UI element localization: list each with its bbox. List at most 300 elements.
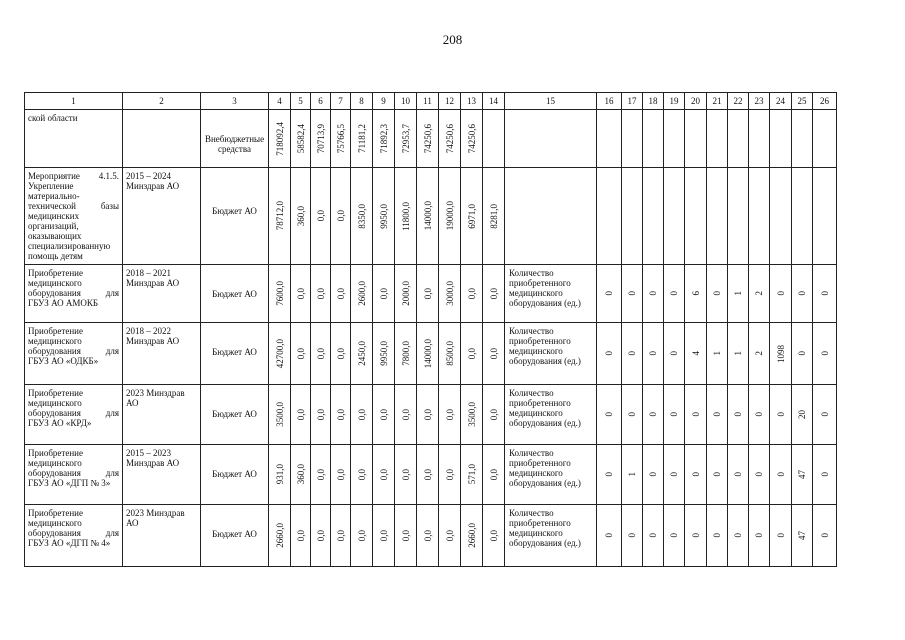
amount-value: 0,0: [488, 347, 499, 360]
indicator-value-cell: [749, 265, 770, 323]
amount-value: 0,0: [422, 468, 433, 481]
indicator-value: 47: [797, 470, 807, 479]
amount-value: 0,0: [335, 529, 346, 542]
funding-source-cell: [201, 323, 269, 385]
amount-value: 42700,0: [274, 338, 285, 369]
period-executor-cell: 2023 Минздрав АО: [123, 385, 201, 445]
amount-value: 0,0: [488, 408, 499, 421]
indicator-value-cell: [813, 265, 837, 323]
amount-value: 0,0: [444, 468, 455, 481]
amount-cell: [269, 323, 291, 385]
header-cell-5: 5: [291, 93, 311, 110]
amount-value: 0,0: [315, 529, 326, 542]
header-cell-26: 26: [813, 93, 837, 110]
amount-value: 0,0: [315, 468, 326, 481]
indicator-value: 0: [604, 472, 614, 477]
amount-cell: [417, 265, 439, 323]
indicator-value: 2: [754, 351, 764, 356]
indicator-value: 0: [648, 351, 658, 356]
amount-cell: [331, 445, 351, 505]
header-cell-18: 18: [643, 93, 664, 110]
amount-value: 0,0: [295, 347, 306, 360]
header-cell-11: 11: [417, 93, 439, 110]
header-cell-25: 25: [792, 93, 813, 110]
funding-source-text: Бюджет АО: [212, 529, 257, 539]
header-cell-24: 24: [770, 93, 792, 110]
amount-cell: [373, 168, 395, 265]
indicator-value-cell: [707, 505, 728, 567]
period-executor-cell: 2018 – 2021 Минздрав АО: [123, 265, 201, 323]
indicator-value: 0: [648, 533, 658, 538]
indicator-value-cell: [749, 505, 770, 567]
amount-cell: [291, 323, 311, 385]
indicator-value-cell: [728, 505, 749, 567]
indicator-value: 0: [669, 472, 679, 477]
amount-cell: [395, 265, 417, 323]
amount-cell: [483, 110, 505, 168]
indicator-value: 1: [733, 291, 743, 296]
header-cell-13: 13: [461, 93, 483, 110]
amount-value: 0,0: [295, 529, 306, 542]
indicator-value: 0: [690, 412, 701, 417]
indicator-value: 0: [775, 472, 786, 477]
amount-value: 2600,0: [356, 281, 367, 306]
amount-value: 0,0: [444, 408, 455, 421]
indicator-value-cell: [770, 168, 792, 265]
indicator-value-cell: [728, 323, 749, 385]
indicator-value-cell: [813, 445, 837, 505]
amount-cell: [439, 168, 461, 265]
indicator-value: 0: [819, 533, 830, 538]
indicator-value-cell: [685, 265, 707, 323]
amount-value: 0,0: [356, 529, 367, 542]
indicator-value-cell: [643, 385, 664, 445]
indicator-value: 0: [648, 472, 658, 477]
amount-cell: [311, 445, 331, 505]
funding-source-text: Бюджет АО: [212, 289, 257, 299]
table-row: [25, 265, 837, 323]
indicator-value: 0: [754, 472, 764, 477]
indicator-value: 0: [690, 533, 701, 538]
amount-value: 6971,0: [466, 203, 477, 229]
indicator-value: 0: [819, 472, 830, 477]
amount-value: 0,0: [356, 468, 367, 481]
header-cell-12: 12: [439, 93, 461, 110]
header-cell-4: 4: [269, 93, 291, 110]
header-cell-2: 2: [123, 93, 201, 110]
indicator-value-cell: [707, 385, 728, 445]
indicator-value-cell: [622, 110, 643, 168]
amount-value: 2000,0: [400, 281, 411, 306]
funding-source-text: Бюджет АО: [212, 347, 257, 357]
amount-cell: [351, 110, 373, 168]
header-cell-9: 9: [373, 93, 395, 110]
indicator-value: 0: [819, 412, 830, 417]
indicator-value-cell: [685, 385, 707, 445]
amount-value: 0,0: [315, 210, 326, 222]
indicator-value: 0: [712, 472, 722, 477]
indicator-cell: Количество приобретенного медицинского оборудования (ед.): [505, 445, 597, 505]
indicator-value-cell: [707, 323, 728, 385]
indicator-cell: Количество приобретенного медицинского оборудования (ед.): [505, 265, 597, 323]
header-cell-6: 6: [311, 93, 331, 110]
activity-name-cell: Приобретение медицинского оборудования для ГБУЗ АО «ДГП № 3»: [25, 445, 123, 505]
period-executor-cell: 2018 – 2022 Минздрав АО: [123, 323, 201, 385]
indicator-value: 0: [733, 533, 743, 538]
amount-value: 2450,0: [356, 341, 367, 366]
amount-cell: [331, 265, 351, 323]
amount-value: 3500,0: [466, 402, 477, 427]
indicator-value: 0: [712, 533, 722, 538]
indicator-cell: [505, 110, 597, 168]
amount-value: 571,0: [466, 464, 477, 485]
header-cell-14: 14: [483, 93, 505, 110]
page-number: 208: [442, 32, 463, 47]
indicator-value-cell: [597, 110, 622, 168]
amount-cell: [395, 445, 417, 505]
amount-cell: [311, 110, 331, 168]
header-cell-15: 15: [505, 93, 597, 110]
amount-cell: [395, 168, 417, 265]
amount-cell: [483, 505, 505, 567]
indicator-value-cell: [643, 265, 664, 323]
indicator-value-cell: [597, 385, 622, 445]
indicator-value-cell: [792, 505, 813, 567]
amount-value: 7800,0: [400, 341, 411, 366]
amount-cell: [351, 505, 373, 567]
indicator-value-cell: [597, 168, 622, 265]
indicator-value: 0: [669, 412, 679, 417]
indicator-value-cell: [707, 110, 728, 168]
indicator-value-cell: [685, 323, 707, 385]
amount-value: 72953,7: [400, 123, 411, 154]
amount-cell: [351, 445, 373, 505]
indicator-value: 0: [669, 351, 679, 356]
activity-name-cell: Приобретение медицинского оборудования для ГБУЗ АО «ОДКБ»: [25, 323, 123, 385]
amount-value: 0,0: [400, 408, 411, 421]
amount-value: 8350,0: [356, 203, 367, 229]
indicator-value: 0: [797, 291, 807, 296]
funding-source-cell: [201, 445, 269, 505]
amount-cell: [483, 445, 505, 505]
amount-value: 360,0: [295, 464, 306, 485]
amount-value: 0,0: [466, 287, 477, 300]
amount-cell: [461, 265, 483, 323]
indicator-value: 6: [690, 291, 701, 296]
indicator-value-cell: [707, 445, 728, 505]
amount-value: 3000,0: [444, 281, 455, 306]
amount-value: 0,0: [335, 408, 346, 421]
amount-value: 8500,0: [444, 341, 455, 366]
amount-cell: [417, 385, 439, 445]
indicator-value-cell: [643, 168, 664, 265]
period-executor-cell: 2023 Минздрав АО: [123, 505, 201, 567]
indicator-value: 0: [604, 412, 614, 417]
indicator-value-cell: [813, 505, 837, 567]
indicator-value: 0: [754, 533, 764, 538]
amount-cell: [461, 323, 483, 385]
indicator-value: 0: [648, 412, 658, 417]
amount-value: 0,0: [378, 408, 389, 421]
funding-source-cell: [201, 168, 269, 265]
amount-value: 0,0: [295, 408, 306, 421]
indicator-value-cell: [749, 323, 770, 385]
indicator-value: 0: [733, 412, 743, 417]
amount-value: 0,0: [488, 468, 499, 481]
indicator-value-cell: [597, 445, 622, 505]
period-executor-cell: 2015 – 2023 Минздрав АО: [123, 445, 201, 505]
header-cell-7: 7: [331, 93, 351, 110]
indicator-value-cell: [622, 505, 643, 567]
indicator-value-cell: [707, 265, 728, 323]
amount-value: 70713,9: [315, 123, 326, 154]
indicator-value-cell: [792, 445, 813, 505]
amount-cell: [311, 323, 331, 385]
indicator-value-cell: [749, 110, 770, 168]
amount-value: 74250,6: [422, 123, 433, 154]
period-executor-cell: [123, 110, 201, 168]
amount-cell: [373, 323, 395, 385]
amount-value: 0,0: [295, 287, 306, 300]
indicator-value-cell: [728, 168, 749, 265]
amount-cell: [331, 168, 351, 265]
indicator-value: 0: [754, 412, 764, 417]
indicator-value-cell: [597, 265, 622, 323]
amount-cell: [291, 265, 311, 323]
amount-cell: [351, 168, 373, 265]
amount-value: 0,0: [422, 408, 433, 421]
indicator-value-cell: [622, 265, 643, 323]
amount-value: 58582,4: [295, 123, 306, 154]
amount-value: 0,0: [335, 210, 346, 222]
indicator-value-cell: [770, 445, 792, 505]
table-row: [25, 505, 837, 567]
amount-cell: [461, 110, 483, 168]
indicator-value-cell: [728, 265, 749, 323]
amount-value: 9950,0: [378, 203, 389, 229]
funding-source-text: Бюджет АО: [212, 409, 257, 419]
indicator-value-cell: [643, 323, 664, 385]
indicator-value-cell: [597, 323, 622, 385]
amount-cell: [331, 323, 351, 385]
amount-cell: [331, 110, 351, 168]
amount-cell: [269, 505, 291, 567]
indicator-value: 0: [690, 472, 701, 477]
indicator-value-cell: [749, 385, 770, 445]
amount-cell: [461, 385, 483, 445]
indicator-value-cell: [685, 445, 707, 505]
amount-cell: [269, 110, 291, 168]
amount-value: 11800,0: [400, 201, 411, 231]
amount-cell: [439, 265, 461, 323]
table-row: [25, 110, 837, 168]
indicator-value: 0: [775, 291, 786, 296]
amount-value: 8281,0: [488, 203, 499, 229]
header-cell-23: 23: [749, 93, 770, 110]
amount-cell: [311, 505, 331, 567]
funding-source-cell: [201, 385, 269, 445]
amount-cell: [461, 168, 483, 265]
amount-cell: [373, 110, 395, 168]
amount-value: 14000,0: [422, 201, 433, 231]
indicator-value-cell: [813, 385, 837, 445]
funding-source-text: Бюджет АО: [212, 469, 257, 479]
indicator-value-cell: [664, 445, 685, 505]
amount-value: 0,0: [315, 347, 326, 360]
table-row: [25, 323, 837, 385]
indicator-value: 4: [690, 351, 701, 356]
amount-cell: [483, 265, 505, 323]
indicator-value: 0: [604, 291, 614, 296]
amount-value: 71892,3: [378, 123, 389, 154]
amount-cell: [483, 168, 505, 265]
amount-value: 0,0: [488, 287, 499, 300]
indicator-value-cell: [643, 445, 664, 505]
indicator-value: 0: [627, 533, 637, 538]
indicator-value-cell: [770, 505, 792, 567]
amount-cell: [373, 505, 395, 567]
amount-cell: [291, 445, 311, 505]
indicator-value-cell: [622, 445, 643, 505]
indicator-value-cell: [685, 505, 707, 567]
indicator-value-cell: [770, 385, 792, 445]
indicator-value: 0: [627, 291, 637, 296]
indicator-value-cell: [685, 168, 707, 265]
amount-cell: [417, 445, 439, 505]
indicator-value-cell: [664, 265, 685, 323]
indicator-value: 0: [775, 533, 786, 538]
indicator-value: 0: [627, 351, 637, 356]
amount-value: 0,0: [422, 287, 433, 300]
amount-cell: [291, 505, 311, 567]
amount-value: 0,0: [444, 529, 455, 542]
amount-cell: [291, 385, 311, 445]
amount-cell: [439, 385, 461, 445]
indicator-cell: Количество приобретенного медицинского оборудования (ед.): [505, 323, 597, 385]
amount-value: 0,0: [335, 468, 346, 481]
amount-cell: [311, 265, 331, 323]
amount-value: 2660,0: [466, 523, 477, 548]
header-cell-22: 22: [728, 93, 749, 110]
amount-value: 0,0: [400, 468, 411, 481]
funding-source-text: Бюджет АО: [212, 206, 257, 216]
amount-value: 0,0: [335, 287, 346, 300]
activity-name-cell: Приобретение медицинского оборудования для ГБУЗ АО АМОКБ: [25, 265, 123, 323]
header-cell-10: 10: [395, 93, 417, 110]
amount-value: 71181,2: [356, 124, 367, 153]
amount-cell: [483, 385, 505, 445]
header-cell-21: 21: [707, 93, 728, 110]
amount-value: 19000,0: [444, 201, 455, 231]
indicator-value-cell: [770, 110, 792, 168]
indicator-value-cell: [707, 168, 728, 265]
indicator-value: 0: [604, 533, 614, 538]
indicator-cell: [505, 168, 597, 265]
indicator-value-cell: [792, 385, 813, 445]
amount-cell: [395, 385, 417, 445]
amount-value: 718092,4: [274, 121, 285, 156]
amount-value: 0,0: [466, 347, 477, 360]
indicator-value: 0: [669, 291, 679, 296]
indicator-value: 0: [627, 412, 637, 417]
indicator-value-cell: [792, 265, 813, 323]
amount-value: 0,0: [400, 529, 411, 542]
header-cell-17: 17: [622, 93, 643, 110]
indicator-value-cell: [643, 505, 664, 567]
indicator-value: 0: [797, 351, 807, 356]
amount-value: 78712,0: [274, 201, 285, 231]
indicator-value-cell: [749, 168, 770, 265]
indicator-value-cell: [622, 385, 643, 445]
indicator-value-cell: [813, 168, 837, 265]
indicator-value-cell: [728, 445, 749, 505]
indicator-value-cell: [643, 110, 664, 168]
indicator-value-cell: [664, 168, 685, 265]
header-cell-1: 1: [25, 93, 123, 110]
indicator-value: 0: [648, 291, 658, 296]
amount-cell: [439, 505, 461, 567]
amount-value: 7600,0: [274, 281, 285, 306]
activity-name-cell: Мероприятие 4.1.5. Укрепление материально-технической базы медицинских организаций, оказывающих специализированную помощь детям: [25, 168, 123, 265]
indicator-value: 47: [797, 531, 807, 540]
amount-cell: [311, 385, 331, 445]
indicator-value: 0: [669, 533, 679, 538]
indicator-value: 0: [712, 412, 722, 417]
amount-cell: [417, 110, 439, 168]
indicator-value: 0: [604, 351, 614, 356]
amount-cell: [351, 385, 373, 445]
indicator-value: 0: [712, 291, 722, 296]
header-cell-20: 20: [685, 93, 707, 110]
amount-value: 0,0: [488, 529, 499, 542]
indicator-value-cell: [664, 323, 685, 385]
activity-name-cell: Приобретение медицинского оборудования для ГБУЗ АО «КРД»: [25, 385, 123, 445]
indicator-value-cell: [728, 385, 749, 445]
amount-value: 0,0: [356, 408, 367, 421]
indicator-value-cell: [664, 505, 685, 567]
header-cell-3: 3: [201, 93, 269, 110]
amount-cell: [311, 168, 331, 265]
indicator-value-cell: [770, 265, 792, 323]
amount-cell: [351, 323, 373, 385]
indicator-value-cell: [597, 505, 622, 567]
table-row: [25, 445, 837, 505]
amount-value: 0,0: [378, 468, 389, 481]
funding-source-cell: [201, 110, 269, 168]
amount-cell: [417, 323, 439, 385]
amount-cell: [373, 445, 395, 505]
header-cell-19: 19: [664, 93, 685, 110]
amount-value: 75766,5: [335, 123, 346, 154]
amount-cell: [439, 323, 461, 385]
amount-cell: [291, 110, 311, 168]
amount-cell: [395, 323, 417, 385]
amount-value: 931,0: [274, 464, 285, 485]
indicator-value-cell: [685, 110, 707, 168]
funding-source-text: Внебюджетные средства: [204, 134, 265, 154]
amount-value: 0,0: [378, 287, 389, 300]
activity-name-cell: ской области: [25, 110, 123, 168]
funding-source-cell: [201, 505, 269, 567]
amount-value: 0,0: [378, 529, 389, 542]
amount-value: 14000,0: [422, 338, 433, 369]
table-row: [25, 168, 837, 265]
amount-cell: [373, 385, 395, 445]
indicator-value: 0: [775, 412, 786, 417]
amount-cell: [483, 323, 505, 385]
indicator-value-cell: [664, 385, 685, 445]
table-row: [25, 385, 837, 445]
